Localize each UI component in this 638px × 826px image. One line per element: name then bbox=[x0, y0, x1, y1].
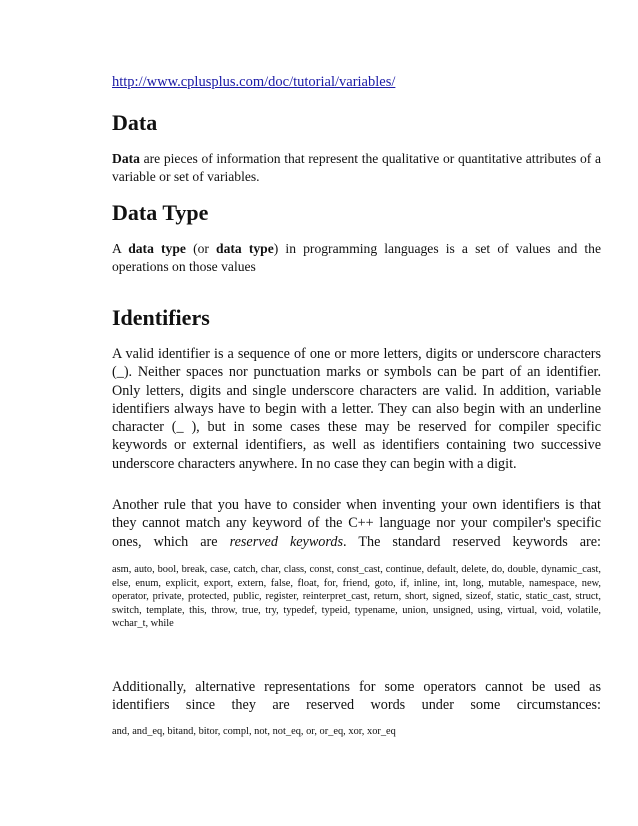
data-type-term-1: data type bbox=[128, 241, 186, 256]
data-type-term-2: data type bbox=[216, 241, 274, 256]
heading-identifiers: Identifiers bbox=[112, 305, 210, 330]
reserved-keywords-term: reserved keywords bbox=[229, 533, 344, 550]
identifiers-paragraph-1: A valid identifier is a sequence of one or more letters, digits or underscore characters (_). Neither spaces nor punctuation marks or symbols can be part of an identifier. Only letters, digits and single underscore characters are valid. In addition, variable identifiers always have to begin with a letter. They can also begin with an underline character (_ ), but in some cases these may be reserved for compiler specific keywords or external identifiers, as well as identifiers containing two successive underscore characters anywhere. In no case they can begin with a digit. bbox=[112, 346, 601, 472]
identifiers-paragraph-2 bbox=[112, 496, 601, 569]
identifiers-paragraph-2-start: Another rule that you have to consider when inventing your own identifiers is that they cannot match any keyword of the C++ language nor your compiler's specific ones, which are bbox=[112, 497, 601, 550]
data-type-definition-paragraph bbox=[112, 240, 601, 275]
data-type-definition-text: ) in programming languages is a set of values and the operations on those values bbox=[112, 241, 601, 274]
heading-data-type: Data Type bbox=[112, 200, 209, 225]
alternative-operators-list: and, and_eq, bitand, bitor, compl, not, not_eq, or, or_eq, xor, xor_eq bbox=[112, 726, 396, 737]
data-type-mid: (or bbox=[185, 241, 217, 256]
data-definition-text: are pieces of information that represent the qualitative or quantitative attributes of a variable or set of variables. bbox=[112, 151, 601, 184]
tutorial-link[interactable]: http://www.cplusplus.com/doc/tutorial/variables/ bbox=[112, 74, 396, 90]
identifiers-paragraph-3: Additionally, alternative representations for some operators cannot be used as identifiers since they are reserved words under some circumstances: bbox=[112, 679, 601, 714]
heading-data: Data bbox=[112, 110, 158, 135]
data-definition-paragraph bbox=[112, 150, 601, 185]
data-type-prefix: A bbox=[112, 241, 129, 256]
data-term: Data bbox=[112, 151, 140, 166]
reserved-keywords-list: asm, auto, bool, break, case, catch, char, class, const, const_cast, continue, default, delete, do, double, dynamic_cast, else, enum, explicit, export, extern, false, float, for, friend, goto, if, inline, int, long, mutable, namespace, new, operator, private, protected, public, register, reinterpret_cast, return, short, signed, sizeof, static, static_cast, struct, switch, template, this, throw, true, try, typedef, typeid, typename, union, unsigned, using, virtual, void, volatile, wchar_t, while bbox=[112, 564, 601, 630]
identifiers-paragraph-2-end: . The standard reserved keywords are: bbox=[343, 533, 601, 550]
